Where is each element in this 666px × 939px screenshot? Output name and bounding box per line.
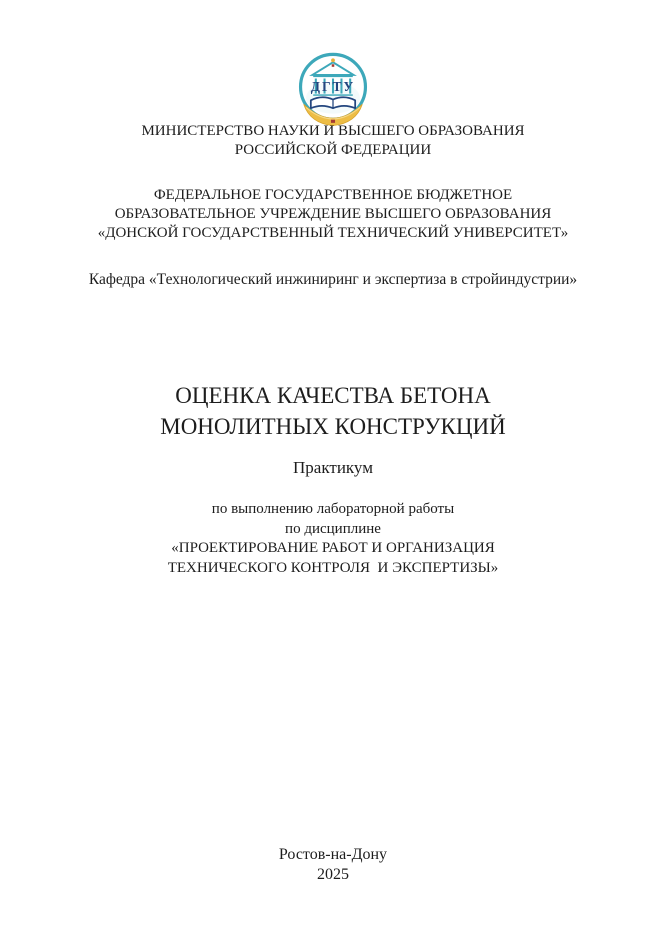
institution-line-2: ОБРАЗОВАТЕЛЬНОЕ УЧРЕЖДЕНИЕ ВЫСШЕГО ОБРАЗОВАНИЯ — [114, 206, 552, 222]
institution-heading — [98, 186, 569, 243]
document-title — [160, 380, 505, 442]
document-subtitle: Практикум — [293, 458, 373, 477]
imprint-year: 2025 — [317, 866, 349, 883]
ministry-line-2: РОССИЙСКОЙ ФЕДЕРАЦИИ — [234, 142, 432, 158]
department-line: Кафедра «Технологический инжиниринг и экспертиза в стройиндустрии» — [88, 271, 578, 288]
document-description — [168, 500, 499, 578]
description-line-1: по выполнению лабораторной работы — [211, 501, 455, 517]
document-title-line-2: МОНОЛИТНЫХ КОНСТРУКЦИЙ — [160, 414, 506, 439]
description-line-3: «ПРОЕКТИРОВАНИЕ РАБОТ И ОРГАНИЗАЦИЯ — [171, 540, 495, 556]
description-line-2: по дисциплине — [285, 520, 381, 537]
imprint — [0, 845, 666, 885]
institution-line-3: «ДОНСКОЙ ГОСУДАРСТВЕННЫЙ ТЕХНИЧЕСКИЙ УНИВЕРСИТЕТ» — [97, 225, 569, 241]
institution-line-1: ФЕДЕРАЛЬНОЕ ГОСУДАРСТВЕННОЕ БЮДЖЕТНОЕ — [153, 187, 513, 203]
document-title-line-1: ОЦЕНКА КАЧЕСТВА БЕТОНА — [175, 383, 491, 408]
ministry-line-1: МИНИСТЕРСТВО НАУКИ И ВЫСШЕГО ОБРАЗОВАНИЯ — [141, 123, 525, 139]
description-line-4: ТЕХНИЧЕСКОГО КОНТРОЛЯ И ЭКСПЕРТИЗЫ» — [167, 559, 499, 576]
dstu-university-emblem-icon — [293, 52, 373, 128]
imprint-city: Ростов-на-Дону — [278, 846, 388, 863]
emblem-letters: ДГТУ — [310, 78, 356, 94]
ministry-heading — [141, 122, 524, 160]
